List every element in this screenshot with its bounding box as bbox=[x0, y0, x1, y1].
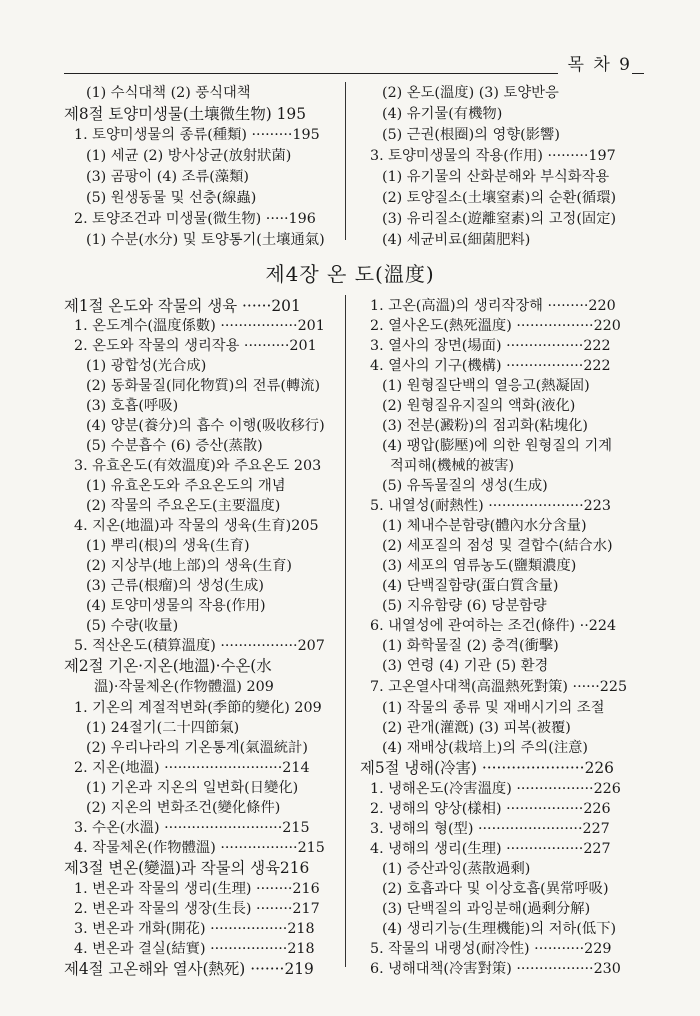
toc-entry: 2. 냉해의 양상(樣相) ·················226 bbox=[370, 801, 611, 817]
toc-entry: (1) 24절기(二十四節氣) bbox=[86, 720, 240, 736]
toc-entry: (5) 수분흡수 (6) 증산(蒸散) bbox=[86, 438, 263, 454]
toc-entry: 2. 온도와 작물의 생리작용 ··········201 bbox=[74, 338, 317, 354]
toc-entry: (3) 곰팡이 (4) 조류(藻類) bbox=[86, 169, 249, 185]
toc-entry: (3) 전분(澱粉)의 점괴화(粘塊化) bbox=[382, 418, 588, 434]
toc-entry: 5. 적산온도(積算溫度) ·················207 bbox=[74, 638, 325, 654]
toc-entry: (3) 호흡(呼吸) bbox=[86, 398, 179, 414]
chapter-heading: 제4장 온 도(溫度) bbox=[265, 262, 435, 286]
toc-entry: (5) 지유함량 (6) 당분함량 bbox=[382, 598, 547, 614]
toc-entry: (1) 유효온도와 주요온도의 개념 bbox=[86, 478, 286, 494]
toc-entry: (3) 유리질소(遊離窒素)의 고정(固定) bbox=[382, 211, 617, 227]
toc-entry: (3) 세포의 염류농도(鹽類濃度) bbox=[382, 558, 577, 574]
toc-entry: (1) 체내수분함량(體內水分含量) bbox=[382, 518, 587, 534]
toc-entry: (1) 세균 (2) 방사상균(放射狀菌) bbox=[86, 148, 292, 164]
toc-section: 제8절 토양미생물(土壤微生物) 195 bbox=[64, 105, 306, 123]
toc-top-left bbox=[64, 82, 354, 248]
toc-entry: (2) 우리나라의 기온통계(氣溫統計) bbox=[86, 740, 308, 756]
toc-entry: (2) 원형질유지질의 액화(液化) bbox=[382, 398, 576, 414]
toc-entry: (2) 지상부(地上部)의 생육(生育) bbox=[86, 558, 292, 574]
toc-entry: 3. 변온과 개화(開花) ·················218 bbox=[74, 921, 315, 937]
toc-entry: (1) 화학물질 (2) 충격(衝擊) bbox=[382, 638, 559, 654]
toc-entry: (5) 원생동물 및 선충(線蟲) bbox=[86, 190, 257, 206]
page-title: 목 차 9 bbox=[558, 50, 632, 75]
toc-entry: (3) 연령 (4) 기관 (5) 환경 bbox=[382, 658, 549, 674]
toc-entry: 2. 토양조건과 미생물(微生物) ·····196 bbox=[74, 211, 316, 227]
toc-entry: (1) 증산과잉(蒸散過剩) bbox=[382, 861, 531, 877]
toc-entry: 5. 작물의 내랭성(耐冷性) ···········229 bbox=[370, 941, 612, 957]
toc-entry: 5. 내열성(耐熱性) ·····················223 bbox=[370, 498, 611, 514]
toc-entry: 2. 변온과 작물의 생장(生長) ········217 bbox=[74, 901, 320, 917]
toc-entry: (4) 양분(養分)의 흡수 이행(吸收移行) bbox=[86, 418, 325, 434]
toc-entry: 적피해(機械的被害) bbox=[390, 458, 515, 474]
toc-entry: (1) 원형질단백의 열응고(熱凝固) bbox=[382, 378, 590, 394]
toc-entry: (2) 온도(溫度) (3) 토양반응 bbox=[382, 85, 559, 101]
toc-entry: 7. 고온열사대책(高溫熱死對策) ······225 bbox=[370, 679, 628, 695]
toc-entry: (5) 유독물질의 생성(生成) bbox=[382, 478, 548, 494]
toc-entry: 2. 지온(地溫) ··························214 bbox=[74, 760, 310, 776]
toc-entry: 1. 기온의 계절적변화(季節的變化) 209 bbox=[74, 700, 322, 716]
toc-entry: (3) 근류(根瘤)의 생성(生成) bbox=[86, 578, 264, 594]
toc-entry: 1. 고온(高溫)의 생리작장해 ·········220 bbox=[370, 298, 616, 314]
toc-entry: (5) 근권(根圈)의 영향(影響) bbox=[382, 127, 560, 143]
toc-entry: (2) 작물의 주요온도(主要溫度) bbox=[86, 498, 281, 514]
toc-entry: 4. 작물체온(作物體溫) ·················215 bbox=[74, 840, 325, 856]
toc-entry: (2) 관개(灌漑) (3) 피복(被覆) bbox=[382, 720, 571, 736]
toc-entry: (1) 뿌리(根)의 생육(生育) bbox=[86, 538, 250, 554]
toc-entry: (4) 재배상(栽培上)의 주의(注意) bbox=[382, 740, 588, 756]
toc-section: 제5절 냉해(冷害) ·····················226 bbox=[360, 759, 614, 777]
toc-entry: 4. 열사의 기구(機構) ·················222 bbox=[370, 358, 611, 374]
toc-entry: 1. 토양미생물의 종류(種類) ·········195 bbox=[74, 127, 320, 143]
toc-entry: 4. 변온과 결실(結實) ·················218 bbox=[74, 941, 315, 957]
toc-entry: 3. 수온(水溫) ··························215 bbox=[74, 820, 310, 836]
toc-entry: (4) 생리기능(生理機能)의 저하(低下) bbox=[382, 921, 617, 937]
toc-entry: (3) 단백질의 과잉분해(過剩分解) bbox=[382, 901, 591, 917]
page-header bbox=[64, 52, 644, 74]
toc-entry: 1. 온도계수(溫度係數) ·················201 bbox=[74, 318, 325, 334]
toc-entry: 4. 지온(地溫)과 작물의 생육(生育)205 bbox=[74, 518, 319, 534]
toc-entry: (4) 단백질함량(蛋白質含量) bbox=[382, 578, 559, 594]
toc-entry: 2. 열사온도(熱死溫度) ·················220 bbox=[370, 318, 621, 334]
toc-entry: 6. 냉해대책(冷害對策) ·················230 bbox=[370, 961, 621, 977]
toc-bottom-left bbox=[64, 295, 354, 978]
toc-entry: (4) 팽압(膨壓)에 의한 원형질의 기계 bbox=[382, 438, 613, 454]
toc-entry: (1) 수분(水分) 및 토양통기(土壤通氣) bbox=[86, 232, 325, 248]
toc-entry: 3. 냉해의 형(型) ·······················227 bbox=[370, 821, 610, 837]
toc-entry: (4) 세균비료(細菌肥料) bbox=[382, 232, 531, 248]
toc-entry: (1) 기온과 지온의 일변화(日變化) bbox=[86, 780, 299, 796]
toc-entry: 3. 유효온도(有效溫度)와 주요온도 203 bbox=[74, 458, 322, 474]
toc-entry: (2) 지온의 변화조건(變化條件) bbox=[86, 800, 281, 816]
toc-section: 溫)·작물체온(作物體溫) 209 bbox=[94, 679, 274, 695]
toc-entry: (4) 토양미생물의 작용(作用) bbox=[86, 598, 266, 614]
toc-entry: 4. 냉해의 생리(生理) ·················227 bbox=[370, 841, 611, 857]
toc-entry: 1. 변온과 작물의 생리(生理) ········216 bbox=[74, 881, 320, 897]
toc-entry: (1) 유기물의 산화분해와 부식화작용 bbox=[382, 169, 610, 185]
toc-entry: (4) 유기물(有機物) bbox=[382, 106, 503, 122]
toc-bottom-right bbox=[360, 295, 650, 975]
toc-entry: 1. 냉해온도(冷害溫度) ·················226 bbox=[370, 781, 621, 797]
toc-entry: (1) 광합성(光合成) bbox=[86, 358, 207, 374]
toc-entry: (1) 작물의 종류 및 재배시기의 조절 bbox=[382, 700, 605, 716]
toc-section: 제4절 고온해와 열사(熱死) ·······219 bbox=[64, 960, 314, 978]
toc-entry: (2) 토양질소(土壤窒素)의 순환(循環) bbox=[382, 190, 617, 206]
toc-top-right bbox=[360, 82, 650, 248]
toc-section: 제1절 온도와 작물의 생육 ······201 bbox=[64, 297, 301, 315]
toc-entry: 3. 토양미생물의 작용(作用) ·········197 bbox=[370, 148, 616, 164]
toc-entry: (2) 동화물질(同化物質)의 전류(轉流) bbox=[86, 378, 321, 394]
toc-entry: 3. 열사의 장면(場面) ·················222 bbox=[370, 338, 611, 354]
toc-entry: (1) 수식대책 (2) 풍식대책 bbox=[86, 85, 251, 101]
toc-entry: 6. 내열성에 관여하는 조건(條件) ··224 bbox=[370, 618, 617, 634]
toc-section: 제2절 기온·지온(地溫)·수온(水 bbox=[64, 657, 272, 675]
toc-entry: (2) 세포질의 점성 및 결합수(結合水) bbox=[382, 538, 613, 554]
toc-entry: (2) 호흡과다 및 이상호흡(異常呼吸) bbox=[382, 881, 609, 897]
toc-entry: (5) 수량(收量) bbox=[86, 618, 179, 634]
toc-section: 제3절 변온(變溫)과 작물의 생육216 bbox=[64, 859, 310, 877]
